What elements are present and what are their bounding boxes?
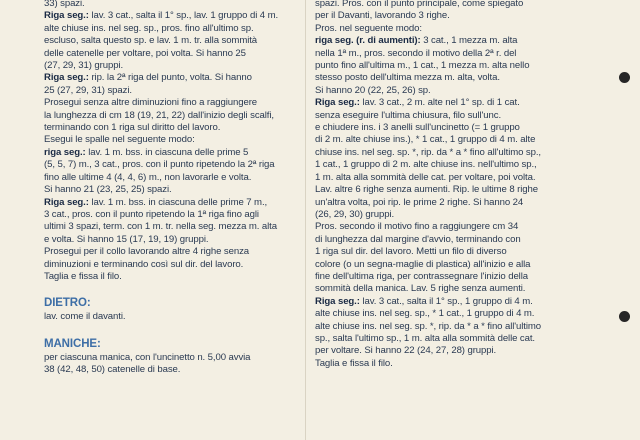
text-line: Riga seg.: lav. 3 cat., salta il 1° sp., 1 gruppo di 4 m.	[315, 295, 533, 307]
paragraph-3	[44, 147, 306, 197]
text-line: lav. come il davanti.	[44, 311, 126, 323]
paragraph-1	[44, 0, 306, 72]
text-line: ultimi 3 spazi, term. con 1 m. tr. nella seg. mezza m. alta	[44, 221, 277, 233]
text-line: (5, 5, 7) m., 3 cat., pros. con il punto ripetendo la 2ª riga	[44, 159, 275, 171]
text-line: alte chiuse ins. nel seg. sp., * 1 cat., 1 gruppo di 4 m.	[315, 308, 535, 320]
text-line: Riga seg.: rip. la 2ª riga del punto, volta. Si hanno	[44, 72, 252, 84]
text-line: Prosegui per il collo lavorando altre 4 righe senza	[44, 246, 250, 258]
text-line: sp., salta l'ultimo sp., 1 m. alta alla sommità delle cat.	[315, 332, 535, 344]
section-heading-dietro: DIETRO:	[44, 297, 91, 310]
text-line: punto fino all'ultima m., 1 cat., 1 mezza m. alta nello	[315, 60, 530, 72]
row-label: Riga seg.:	[315, 97, 360, 109]
paragraph-4	[44, 197, 306, 284]
paragraph-r2	[315, 35, 605, 97]
text-line: Taglia e fissa il filo.	[315, 357, 393, 369]
section-heading-maniche: MANICHE:	[44, 337, 101, 350]
text-line: di 2 m. alte chiuse ins.), * 1 cat., 1 gruppo di 4 m. alte	[315, 134, 536, 146]
text-line: stesso posto dell'ultima mezza m. alta, volta.	[315, 72, 500, 84]
text-line: alte chiuse ins. nel seg. sp., pros. fino all'ultimo sp.	[44, 22, 254, 34]
text-line: escluso, salta questo sp. e lav. 1 m. tr. alla sommità	[44, 35, 258, 47]
text-line: di lunghezza dal margine d'avvio, terminando con	[315, 233, 521, 245]
text-line: 38 (42, 48, 50) catenelle di base.	[44, 364, 181, 376]
binder-hole-icon	[619, 72, 630, 83]
text-line: (26, 29, 30) gruppi.	[315, 208, 395, 220]
text-line: Si hanno 21 (23, 25, 25) spazi.	[44, 184, 172, 196]
text-line: colore (o un segna-maglie di plastica) all'inizio e alla	[315, 258, 531, 270]
paragraph-r1	[315, 0, 605, 35]
text-line: spazi. Pros. con il punto principale, come spiegato	[315, 0, 524, 9]
paragraph-r4	[315, 296, 605, 370]
text-line: 1 m. alta alla sommità delle cat. per voltare, poi volta.	[315, 171, 536, 183]
text-line: un'altra volta, poi rip. le prime 2 righe. Si hanno 24	[315, 196, 524, 208]
row-label: Riga seg.:	[44, 10, 89, 22]
text-line: Riga seg.: lav. 3 cat., salta il 1° sp., lav. 1 gruppo di 4 m.	[44, 10, 279, 22]
left-column	[44, 0, 306, 377]
text-line: chiuse ins. nel seg. sp. *, rip. da * a * fino all'ultimo sp.,	[315, 146, 541, 158]
text-line: 25 (27, 29, 31) spazi.	[44, 84, 132, 96]
text-line: Esegui le spalle nel seguente modo:	[44, 134, 195, 146]
text-line: delle catenelle per voltare, poi volta. Si hanno 25	[44, 47, 246, 59]
row-label: riga seg.:	[44, 146, 86, 158]
text-line: senza eseguire l'ultima chiusura, filo sull'unc.	[315, 109, 502, 121]
text-line: Si hanno 20 (22, 25, 26) sp.	[315, 84, 431, 96]
text-line: nella 1ª m., pros. secondo il motivo della 2ª r. del	[315, 47, 517, 59]
text-line: Riga seg.: lav. 1 m. bss. in ciascuna delle prime 7 m.,	[44, 196, 268, 208]
text-line: per voltare. Si hanno 22 (24, 27, 28) gruppi.	[315, 345, 497, 357]
text-line: Pros. nel seguente modo:	[315, 22, 422, 34]
text-line: 1 cat., 1 gruppo di 2 m. alte chiuse ins. nell'ultimo sp.,	[315, 159, 537, 171]
text-line: fine dell'ultima riga, per contrassegnare l'inizio della	[315, 270, 528, 282]
paragraph-2	[44, 72, 306, 146]
text-line: 33) spazi.	[44, 0, 85, 9]
text-line: alte chiuse ins. nel seg. sp. *, rip. da * a * fino all'ultimo	[315, 320, 542, 332]
text-line: Taglia e fissa il filo.	[44, 270, 122, 282]
text-line: 1 riga sul dir. del lavoro. Metti un filo di diverso	[315, 246, 507, 258]
text-line: Pros. secondo il motivo fino a raggiungere cm 34	[315, 221, 519, 233]
text-line: per ciascuna manica, con l'uncinetto n. 5,00 avvia	[44, 351, 251, 363]
binder-hole-icon	[619, 311, 630, 322]
text-line: e chiudere ins. i 3 anelli sull'uncinetto (= 1 gruppo	[315, 122, 520, 134]
text-line: e volta. Si hanno 15 (17, 19, 19) gruppi.	[44, 233, 209, 245]
text-line: per il Davanti, lavorando 3 righe.	[315, 10, 450, 22]
text-line: riga seg.: lav. 1 m. bss. in ciascuna delle prime 5	[44, 146, 249, 158]
text-line: 3 cat., pros. con il punto ripetendo la 1ª riga fino agli	[44, 208, 259, 220]
text-line: Riga seg.: lav. 3 cat., 2 m. alte nel 1° sp. di 1 cat.	[315, 97, 520, 109]
text-line: (27, 29, 31) gruppi.	[44, 60, 124, 72]
text-line: la lunghezza di cm 18 (19, 21, 22) dall'inizio degli scalfi,	[44, 109, 274, 121]
text-line: riga seg. (r. di aumenti): 3 cat., 1 mezza m. alta	[315, 35, 518, 47]
text-line: terminando con 1 riga sul diritto del lavoro.	[44, 122, 221, 134]
text-line: Prosegui senza altre diminuzioni fino a raggiungere	[44, 97, 258, 109]
row-label: Riga seg.:	[44, 196, 89, 208]
text-line: fino alle ultime 4 (4, 4, 6) m., non lavorarle e volta.	[44, 171, 252, 183]
right-column	[315, 0, 605, 370]
row-label: Riga seg.:	[315, 295, 360, 307]
text-line: Lav. altre 6 righe senza aumenti. Rip. le ultime 8 righe	[315, 184, 538, 196]
row-label: Riga seg.:	[44, 72, 89, 84]
text-line: diminuzioni e terminando così sul dir. del lavoro.	[44, 258, 244, 270]
text-line: sommità della manica. Lav. 5 righe senza aumenti.	[315, 283, 526, 295]
paragraph-r3	[315, 97, 605, 296]
row-label: riga seg. (r. di aumenti):	[315, 35, 421, 47]
